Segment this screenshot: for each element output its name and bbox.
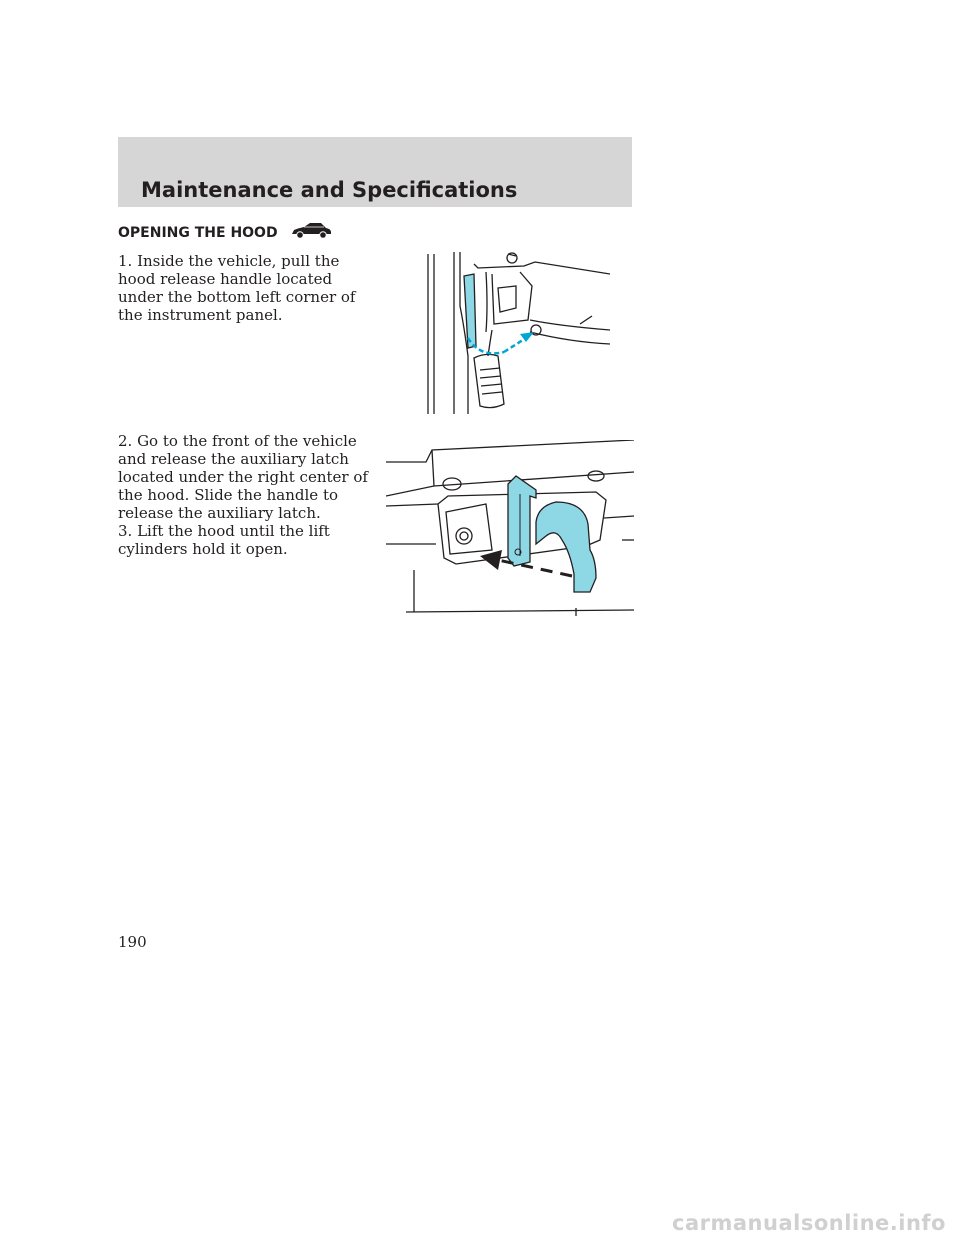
watermark: carmanualsonline.info xyxy=(672,1211,946,1235)
step-1-text: 1. Inside the vehicle, pull the hood release handle located under the bottom left corner of the instrument panel. xyxy=(118,252,356,324)
page-header-title: Maintenance and Specifications xyxy=(141,178,518,202)
step-3-text: 3. Lift the hood until the lift cylinders hold it open. xyxy=(118,522,330,558)
auxiliary-latch-illustration xyxy=(386,440,636,616)
car-hood-icon xyxy=(290,221,333,240)
page-number: 190 xyxy=(118,933,147,951)
hood-release-handle-illustration xyxy=(420,246,610,416)
step-2-text: 2. Go to the front of the vehicle and release the auxiliary latch located under the right center of the hood. Slide the handle to release the auxiliary latch. xyxy=(118,432,368,522)
section-title: OPENING THE HOOD xyxy=(118,225,278,241)
